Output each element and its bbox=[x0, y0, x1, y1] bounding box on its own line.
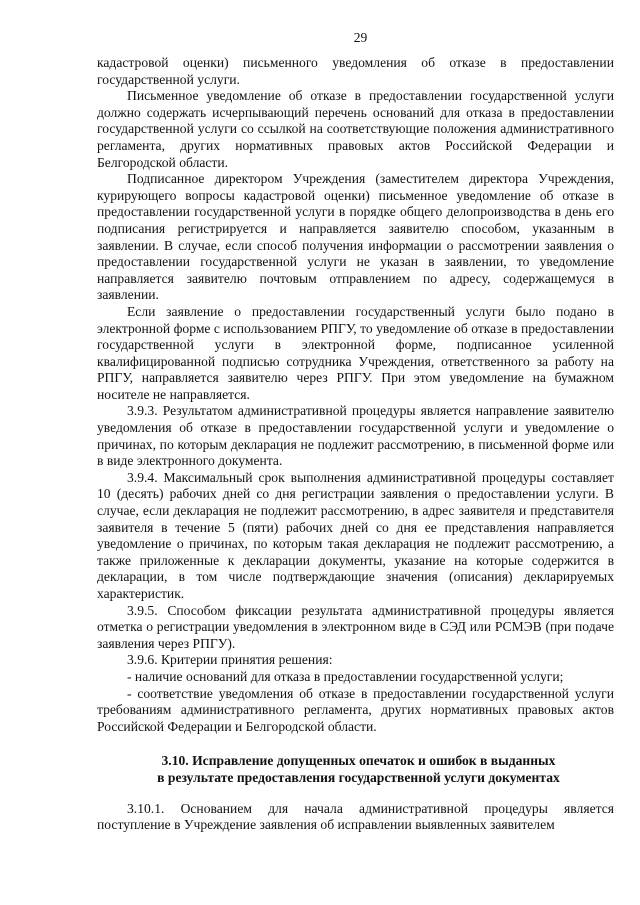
criteria-item-1: - наличие оснований для отказа в предоставлении государственной услуги; bbox=[127, 668, 564, 684]
criteria-item-2: - соответствие уведомления об отказе в предоставлении государственной услуги требованиям административного регламента, других нормативных правовых актов Российской Федерации и Белгородской области. bbox=[97, 685, 614, 734]
paragraph-3-9-6: 3.9.6. Критерии принятия решения: bbox=[127, 652, 333, 668]
body-text bbox=[97, 55, 614, 735]
paragraph-electronic-form: Если заявление о предоставлении государственный услуги было подано в электронной форме с использованием РПГУ, то уведомление об отказе в предоставлении государственной услуги в электронной форме, подписанное усиленной квалифицированной подписью сотрудника Учреждения, ответственного за работу на РПГУ, направляется заявителю через РПГУ. При этом уведомление на бумажном носителе не направляется. bbox=[97, 303, 614, 402]
section-heading-3-10 bbox=[97, 753, 614, 786]
paragraph-3-9-3: 3.9.3. Результатом административной процедуры является направление заявителю уведомления об отказе в предоставлении государственной услуги и уведомление о причинах, по которым декларация не подлежит рассмотрению, в письменной форме или в виде электронного документа. bbox=[97, 403, 614, 469]
paragraph-3-10-1: 3.10.1. Основанием для начала административной процедуры является поступление в Учреждение заявления об исправлении выявленных заявителем bbox=[97, 800, 614, 833]
paragraph-continuation: кадастровой оценки) письменного уведомления об отказе в предоставлении государственной услуги. bbox=[97, 55, 614, 87]
paragraph-signed-notice: Подписанное директором Учреждения (заместителем директора Учреждения, курирующего вопросы кадастровой оценки) письменное уведомление об отказе в предоставлении государственной услуги в порядке общего делопроизводства в день его подписания регистрируется и направляется заявителю способом, указанным в заявлении. В случае, если способ получения информации о рассмотрении заявления о предоставлении государственной услуги не указан в заявлении, то уведомление направляется заявителю почтовым отправлением по адресу, содержащемуся в заявлении. bbox=[97, 171, 614, 303]
section-heading-line-2: в результате предоставления государственной услуги документах bbox=[157, 769, 560, 785]
page-number: 29 bbox=[353, 30, 368, 45]
paragraph-3-9-5: 3.9.5. Способом фиксации результата административной процедуры является отметка о регистрации уведомления в электронном виде в СЭД или РСМЭВ (при подаче заявления через РПГУ). bbox=[97, 602, 614, 651]
section-heading-line-1: 3.10. Исправление допущенных опечаток и ошибок в выданных bbox=[161, 753, 556, 769]
paragraph-refusal-content: Письменное уведомление об отказе в предоставлении государственной услуги должно содержать исчерпывающий перечень оснований для отказа в предоставлении государственной услуги со ссылкой на соответствующие положения административного регламента, других нормативных правовых актов Российской Федерации и Белгородской области. bbox=[97, 88, 614, 170]
paragraph-3-9-4: 3.9.4. Максимальный срок выполнения административной процедуры составляет 10 (десять) рабочих дней со дня регистрации заявления о предоставлении услуги. В случае, если декларация не подлежит рассмотрению, в адрес заявителя и представителя заявителя в течение 5 (пяти) рабочих дней со дня ее представления направляется уведомление о причинах, по которым такая декларация не подлежит рассмотрению, а также приложенные к декларации документы, указание на которые содержится в декларации, в том числе подтверждающие значения (описания) декларируемых характеристик. bbox=[97, 469, 614, 601]
